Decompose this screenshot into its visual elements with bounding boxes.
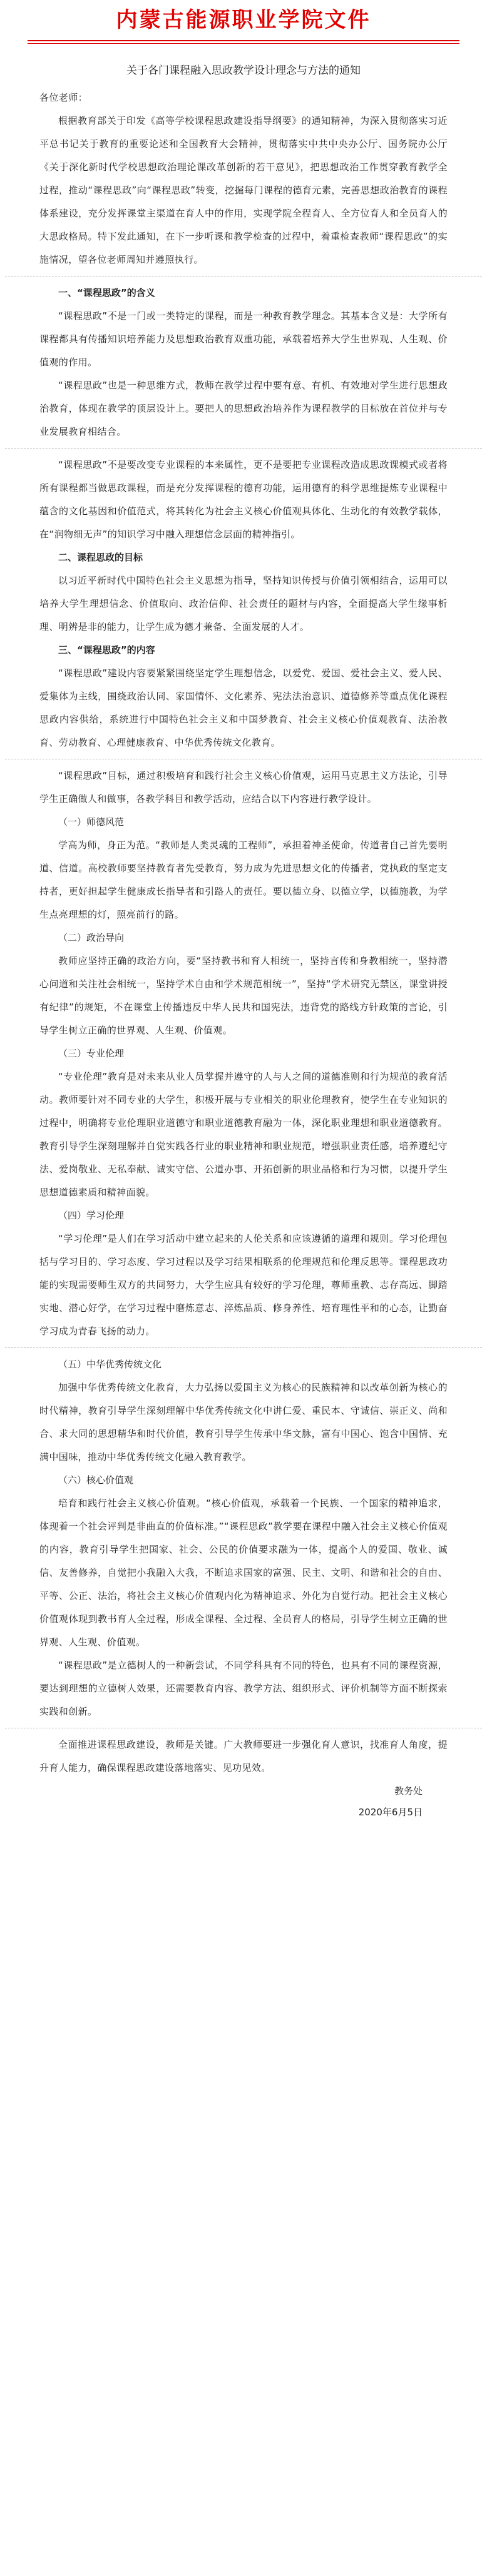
section-3-paragraph-1: “课程思政”建设内容要紧紧围绕坚定学生理想信念，以爱党、爱国、爱社会主义、爱人民、爱集体为主线，围绕政治认同、家国情怀、文化素养、宪法法治意识、道德修养等重点优化课程思政内容供给，系统进行中国特色社会主义和中国梦教育、社会主义核心价值观教育、法治教育、劳动教育、心理健康教育、中华优秀传统文化教育。 (39, 667, 448, 748)
section-2-paragraph: 以习近平新时代中国特色社会主义思想为指导，坚持知识传授与价值引领相结合，运用可以培养大学生理想信念、价值取向、政治信仰、社会责任的题材与内容，全面提高大学生缘事析理、明辨是非的能力，让学生成为德才兼备、全面发展的人才。 (39, 575, 448, 632)
section-3-paragraph-2: “课程思政”目标，通过积极培育和践行社会主义核心价值观，运用马克思主义方法论，引导学生正确做人和做事，各教学科目和教学活动，应结合以下内容进行教学设计。 (39, 770, 448, 804)
item-1-heading: （一）师德风范 (58, 816, 125, 828)
org-file-title: 内蒙古能源职业学院文件 (116, 8, 371, 33)
page-separator (0, 444, 487, 454)
section-3-closing-paragraph: “课程思政”是立德树人的一种新尝试，不同学科具有不同的特色，也具有不同的课程资源，要达到理想的立德树人效果，还需要教育内容、教学方法、组织形式、评价机制等方面不断探索实践和创新。 (39, 1660, 448, 1717)
page-separator (0, 1723, 487, 1733)
notice-title: 关于各门课程融入思政教学设计理念与方法的通知 (126, 64, 361, 77)
item-6-heading: （六）核心价值观 (58, 1474, 134, 1486)
section-2-heading: 二、课程思政的目标 (58, 552, 143, 563)
section-3-heading: 三、“课程思政”的内容 (58, 644, 155, 656)
item-6-paragraph: 培育和践行社会主义核心价值观。“核心价值观，承载着一个民族、一个国家的精神追求，体现着一个社会评判是非曲直的价值标准。”“课程思政”教学要在课程中融入社会主义核心价值观的内容，教育引导学生把国家、社会、公民的价值要求融为一体，提高个人的爱国、敬业、诚信、友善修养，自觉把小我融入大我，不断追求国家的富强、民主、文明、和谐和社会的自由、平等、公正、法治，将社会主义核心价值观内化为精神追求、外化为自觉行动。把社会主义核心价值观体现到教书育人全过程，形成全课程、全过程、全员育人的格局，引导学生树立正确的世界观、人生观、价值观。 (39, 1498, 448, 1648)
item-4-heading: （四）学习伦理 (58, 1210, 125, 1221)
item-4-paragraph: “学习伦理”是人们在学习活动中建立起来的人伦关系和应该遵循的道理和规则。学习伦理包括与学习目的、学习态度、学习过程以及学习结果相联系的伦理规范和伦理反思等。课程思政功能的实现需要师生双方的共同努力，大学生应具有较好的学习伦理，尊师重教、志存高远、脚踏实地、潜心好学，在学习过程中磨炼意志、淬炼品质、修身养性、培育理性平和的心态，让勤奋学习成为青春飞扬的动力。 (39, 1233, 448, 1337)
item-2-paragraph: 教师应坚持正确的政治方向，要“坚持教书和育人相统一，坚持言传和身教相统一，坚持潜心问道和关注社会相统一，坚持学术自由和学术规范相统一”，坚持“学术研究无禁区，课堂讲授有纪律”的规矩，不在课堂上传播违反中华人民共和国宪法，违背党的路线方针政策的言论，引导学生树立正确的世界观、人生观、价值观。 (39, 955, 448, 1036)
item-3-heading: （三）专业伦理 (58, 1048, 125, 1059)
item-2-heading: （二）政治导向 (58, 932, 125, 943)
page-separator (0, 1343, 487, 1353)
section-1-heading: 一、“课程思政”的含义 (58, 287, 155, 298)
salutation: 各位老师： (39, 92, 88, 103)
section-1-paragraph-1: “课程思政”不是一门或一类特定的课程，而是一种教育教学理念。其基本含义是：大学所有课程都具有传播知识培养能力及思想政治教育双重功能，承载着培养大学生世界观、人生观、价值观的作用。 (39, 310, 448, 368)
item-3-paragraph: “专业伦理”教育是对未来从业人员掌握并遵守的人与人之间的道德准则和行为规范的教育活动。教师要针对不同专业的大学生，积极开展与专业相关的职业伦理教育，使学生在专业知识的过程中，明确将专业伦理职业道德守和职业道德教育融为一体，深化职业理想和职业道德教育。教育引导学生深刻理解并自觉实践各行业的职业精神和职业规范，增强职业责任感，培养遵纪守法、爱岗敬业、无私奉献、诚实守信、公道办事、开拓创新的职业品格和行为习惯，以提升学生思想道德素质和精神面貌。 (39, 1071, 448, 1198)
section-1-paragraph-2: “课程思政”也是一种思维方式，教师在教学过程中要有意、有机、有效地对学生进行思想政治教育，体现在教学的顶层设计上。要把人的思想政治培养作为课程教学的目标放在首位并与专业发展教育相结合。 (39, 380, 448, 437)
page-separator (0, 271, 487, 281)
page-separator (0, 754, 487, 764)
signature: 教务处 (394, 1785, 423, 1797)
issue-date: 2020年6月5日 (358, 1807, 423, 1818)
item-5-paragraph: 加强中华优秀传统文化教育，大力弘扬以爱国主义为核心的民族精神和以改革创新为核心的时代精神，教育引导学生深刻理解中华优秀传统文化中讲仁爱、重民本、守诚信、崇正义、尚和合、求大同的思想精华和时代价值，教育引导学生传承中华文脉，富有中国心、饱含中国情、充满中国味，推动中华优秀传统文化融入教育教学。 (39, 1382, 448, 1463)
document-body (0, 86, 487, 1822)
closing-paragraph: 全面推进课程思政建设，教师是关键。广大教师要进一步强化育人意识，找准育人角度，提升育人能力，确保课程思政建设落地落实、见功见效。 (39, 1739, 448, 1773)
document-header (0, 0, 487, 40)
header-red-rule-bottom (28, 43, 459, 44)
section-1-paragraph-3: “课程思政”不是要改变专业课程的本来属性，更不是要把专业课程改造成思政课模式或者将所有课程都当做思政课程，而是充分发挥课程的德育功能，运用德育的科学思维提炼专业课程中蕴含的文化基因和价值范式，将其转化为社会主义核心价值观具体化、生动化的有效教学载体，在“润物细无声”的知识学习中融入理想信念层面的精神指引。 (39, 459, 448, 540)
item-5-heading: （五）中华优秀传统文化 (58, 1359, 162, 1370)
header-red-rule-top (28, 40, 459, 41)
item-1-paragraph: 学高为师，身正为范。“教师是人类灵魂的工程师”，承担着神圣使命，传道者自己首先要明道、信道。高校教师要坚持教育者先受教育，努力成为先进思想文化的传播者，党执政的坚定支持者，更好担起学生健康成长指导者和引路人的责任。要以德立身、以德立学，以德施教，为学生点亮理想的灯，照亮前行的路。 (39, 839, 448, 920)
intro-paragraph: 根据教育部关于印发《高等学校课程思政建设指导纲要》的通知精神，为深入贯彻落实习近平总书记关于教育的重要论述和全国教育大会精神，贯彻落实中共中央办公厅、国务院办公厅《关于深化新时代学校思想政治理论课改革创新的若干意见》，把思想政治工作贯穿教育教学全过程，推动“课程思政”向“课程思政”转变，挖掘每门课程的德育元素，完善思想政治教育的课程体系建设，充分发挥课堂主渠道在育人中的作用，实现学院全程育人、全方位育人和全员育人的大思政格局。特下发此通知，在下一步听课和教学检查的过程中，着重检查教师“课程思政”的实施情况，望各位老师周知并遵照执行。 (39, 115, 448, 265)
